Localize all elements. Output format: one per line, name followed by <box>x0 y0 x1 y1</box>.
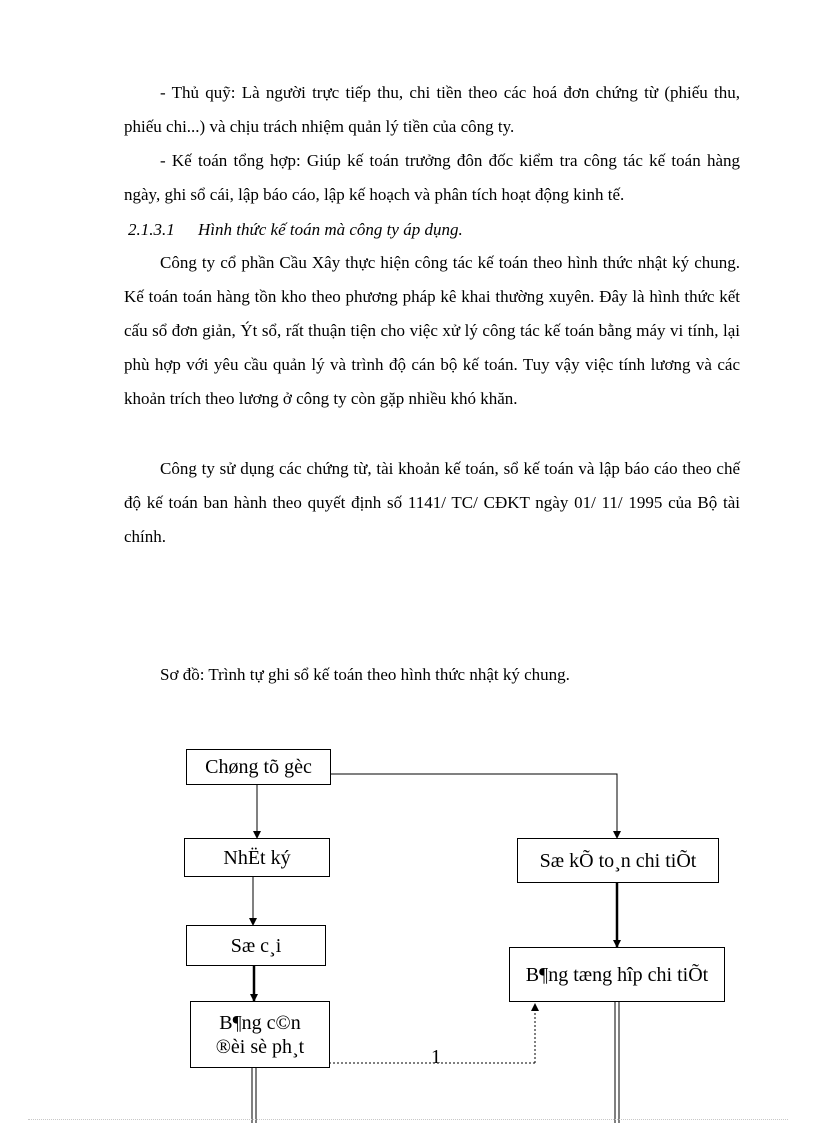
paragraph-treasurer: - Thủ quỹ: Là người trực tiếp thu, chi tiền theo các hoá đơn chứng từ (phiếu thu, phiếu chi...) và chịu trách nhiệm quản lý tiền của công ty. <box>124 83 740 136</box>
paragraph-general-accountant: - Kế toán tổng hợp: Giúp kế toán trưởng đôn đốc kiểm tra công tác kế toán hàng ngày, ghi sổ cái, lập báo cáo, lập kế hoạch và phân tích hoạt động kinh tế. <box>124 151 740 204</box>
box-trial-balance <box>190 1001 330 1068</box>
box-ledger: Sæ c¸i <box>186 925 326 966</box>
paragraph-accounting-form: Công ty cổ phần Cầu Xây thực hiện công tác kế toán theo hình thức nhật ký chung. Kế toán toán hàng tồn kho theo phương pháp kê khai thường xuyên. Đây là hình thức kết cấu sổ đơn giản, Ýt sổ, rất thuận tiện cho việc xử lý công tác kế toán bằng máy vi tính, lại phù hợp với yêu cầu quản lý và trình độ cán bộ kế toán. Tuy vậy việc tính lương và các khoản trích theo lương ở công ty còn gặp nhiều khó khăn. <box>124 253 740 408</box>
box-detail-summary: B¶ng tæng hîp chi tiÕt <box>509 947 725 1002</box>
page-bottom-rule <box>28 1119 788 1120</box>
box-journal: NhËt ký <box>184 838 330 877</box>
trial-balance-line-1: B¶ng c©n <box>219 1011 301 1034</box>
section-number: 2.1.3.1 <box>128 220 175 239</box>
box-detail-books: Sæ kÕ to¸n chi tiÕt <box>517 838 719 883</box>
paragraph-regulations: Công ty sử dụng các chứng từ, tài khoản kế toán, sổ kế toán và lập báo cáo theo chế độ kế toán ban hành theo quyết định số 1141/ TC/ CĐKT ngày 01/ 11/ 1995 của Bộ tài chính. <box>124 459 740 546</box>
edge-label-1: 1 <box>431 1046 441 1068</box>
box-source-documents: Chøng tõ gèc <box>186 749 331 785</box>
edge-source-to-detail-books <box>331 774 617 838</box>
diagram-caption: Sơ đồ: Trình tự ghi sổ kế toán theo hình thức nhật ký chung. <box>160 665 570 684</box>
section-title: Hình thức kế toán mà công ty áp dụng. <box>198 220 463 239</box>
trial-balance-line-2: ®èi sè ph¸t <box>215 1035 305 1058</box>
